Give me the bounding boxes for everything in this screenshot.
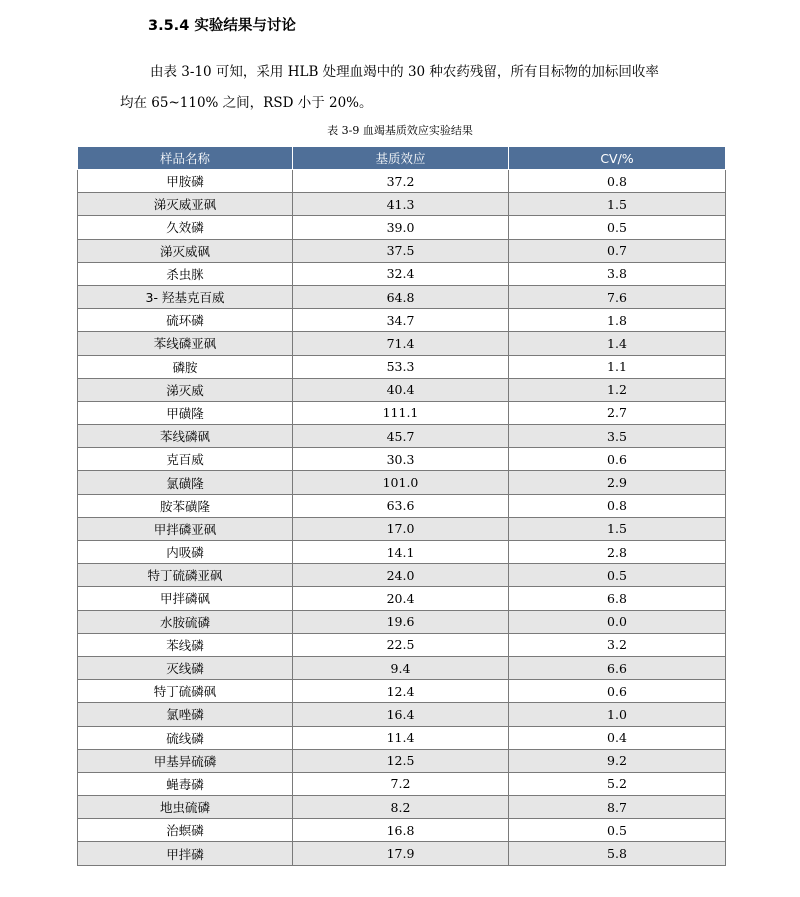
sample-name-cell: 苯线磷砜 bbox=[78, 425, 293, 448]
matrix-effect-cell: 101.0 bbox=[293, 471, 509, 494]
cv-cell: 1.4 bbox=[509, 332, 726, 355]
sample-name-cell: 硫环磷 bbox=[78, 309, 293, 332]
table-row bbox=[78, 170, 726, 193]
sample-name-cell: 甲拌磷亚砜 bbox=[78, 517, 293, 540]
table-caption: 表 3-9 血竭基质效应实验结果 bbox=[327, 124, 473, 137]
sample-name-cell: 甲基异硫磷 bbox=[78, 749, 293, 772]
table-row bbox=[78, 216, 726, 239]
cv-cell: 0.4 bbox=[509, 726, 726, 749]
table-row bbox=[78, 262, 726, 285]
table-row bbox=[78, 378, 726, 401]
table-row bbox=[78, 401, 726, 424]
table-row bbox=[78, 703, 726, 726]
section-heading: 3.5.4 实验结果与讨论 bbox=[148, 18, 296, 34]
sample-name-cell: 灭线磷 bbox=[78, 656, 293, 679]
cv-cell: 0.5 bbox=[509, 216, 726, 239]
matrix-effect-cell: 39.0 bbox=[293, 216, 509, 239]
matrix-effect-cell: 53.3 bbox=[293, 355, 509, 378]
matrix-effect-cell: 11.4 bbox=[293, 726, 509, 749]
sample-name-cell: 治螟磷 bbox=[78, 819, 293, 842]
table-row bbox=[78, 819, 726, 842]
sample-name-cell: 氯唑磷 bbox=[78, 703, 293, 726]
table-row bbox=[78, 796, 726, 819]
sample-name-cell: 蝇毒磷 bbox=[78, 772, 293, 795]
table-row bbox=[78, 193, 726, 216]
sample-name-cell: 涕灭威砜 bbox=[78, 239, 293, 262]
table-row bbox=[78, 842, 726, 865]
sample-name-cell: 磷胺 bbox=[78, 355, 293, 378]
matrix-effect-cell: 37.2 bbox=[293, 170, 509, 193]
matrix-effect-cell: 17.0 bbox=[293, 517, 509, 540]
cv-cell: 1.5 bbox=[509, 193, 726, 216]
table-row bbox=[78, 633, 726, 656]
table-row bbox=[78, 448, 726, 471]
matrix-effect-cell: 24.0 bbox=[293, 564, 509, 587]
table-row bbox=[78, 541, 726, 564]
matrix-effect-cell: 16.4 bbox=[293, 703, 509, 726]
sample-name-cell: 甲拌磷 bbox=[78, 842, 293, 865]
sample-name-cell: 久效磷 bbox=[78, 216, 293, 239]
table-row bbox=[78, 494, 726, 517]
matrix-effect-cell: 45.7 bbox=[293, 425, 509, 448]
matrix-effect-cell: 22.5 bbox=[293, 633, 509, 656]
table-row bbox=[78, 285, 726, 308]
table-row bbox=[78, 610, 726, 633]
cv-cell: 0.6 bbox=[509, 680, 726, 703]
paragraph-line-1: 由表 3-10 可知，采用 HLB 处理血竭中的 30 种农药残留，所有目标物的加标回收率 bbox=[150, 64, 659, 80]
cv-cell: 1.8 bbox=[509, 309, 726, 332]
matrix-effect-cell: 12.4 bbox=[293, 680, 509, 703]
table-row bbox=[78, 656, 726, 679]
matrix-effect-cell: 40.4 bbox=[293, 378, 509, 401]
cv-cell: 0.6 bbox=[509, 448, 726, 471]
matrix-effect-cell: 64.8 bbox=[293, 285, 509, 308]
matrix-effect-cell: 71.4 bbox=[293, 332, 509, 355]
table-body bbox=[78, 170, 726, 866]
sample-name-cell: 甲胺磷 bbox=[78, 170, 293, 193]
sample-name-cell: 胺苯磺隆 bbox=[78, 494, 293, 517]
cv-cell: 0.0 bbox=[509, 610, 726, 633]
sample-name-cell: 特丁硫磷亚砜 bbox=[78, 564, 293, 587]
table-row bbox=[78, 587, 726, 610]
sample-name-cell: 甲拌磷砜 bbox=[78, 587, 293, 610]
table-row bbox=[78, 355, 726, 378]
cv-cell: 0.8 bbox=[509, 494, 726, 517]
cv-cell: 1.2 bbox=[509, 378, 726, 401]
matrix-effect-table bbox=[77, 146, 726, 866]
sample-name-cell: 特丁硫磷砜 bbox=[78, 680, 293, 703]
cv-cell: 2.9 bbox=[509, 471, 726, 494]
cv-cell: 8.7 bbox=[509, 796, 726, 819]
cv-cell: 7.6 bbox=[509, 285, 726, 308]
table-row bbox=[78, 309, 726, 332]
cv-cell: 1.1 bbox=[509, 355, 726, 378]
table-row bbox=[78, 772, 726, 795]
cv-cell: 5.8 bbox=[509, 842, 726, 865]
cv-cell: 2.7 bbox=[509, 401, 726, 424]
matrix-effect-cell: 37.5 bbox=[293, 239, 509, 262]
table-row bbox=[78, 471, 726, 494]
cv-cell: 1.5 bbox=[509, 517, 726, 540]
table-row bbox=[78, 332, 726, 355]
cv-cell: 1.0 bbox=[509, 703, 726, 726]
cv-cell: 2.8 bbox=[509, 541, 726, 564]
table-row bbox=[78, 239, 726, 262]
cv-cell: 6.6 bbox=[509, 656, 726, 679]
sample-name-cell: 涕灭威 bbox=[78, 378, 293, 401]
table-row bbox=[78, 564, 726, 587]
sample-name-cell: 杀虫脒 bbox=[78, 262, 293, 285]
table-row bbox=[78, 517, 726, 540]
matrix-effect-cell: 19.6 bbox=[293, 610, 509, 633]
header-cv: CV/% bbox=[509, 147, 726, 170]
cv-cell: 5.2 bbox=[509, 772, 726, 795]
sample-name-cell: 水胺硫磷 bbox=[78, 610, 293, 633]
matrix-effect-cell: 16.8 bbox=[293, 819, 509, 842]
cv-cell: 0.5 bbox=[509, 564, 726, 587]
table-header-row bbox=[78, 147, 726, 170]
table-row bbox=[78, 749, 726, 772]
matrix-effect-cell: 7.2 bbox=[293, 772, 509, 795]
header-matrix-effect: 基质效应 bbox=[293, 147, 509, 170]
matrix-effect-cell: 14.1 bbox=[293, 541, 509, 564]
sample-name-cell: 内吸磷 bbox=[78, 541, 293, 564]
matrix-effect-cell: 17.9 bbox=[293, 842, 509, 865]
matrix-effect-cell: 20.4 bbox=[293, 587, 509, 610]
sample-name-cell: 3- 羟基克百威 bbox=[78, 285, 293, 308]
sample-name-cell: 涕灭威亚砜 bbox=[78, 193, 293, 216]
matrix-effect-cell: 41.3 bbox=[293, 193, 509, 216]
cv-cell: 9.2 bbox=[509, 749, 726, 772]
cv-cell: 0.7 bbox=[509, 239, 726, 262]
sample-name-cell: 甲磺隆 bbox=[78, 401, 293, 424]
sample-name-cell: 硫线磷 bbox=[78, 726, 293, 749]
table-row bbox=[78, 726, 726, 749]
matrix-effect-cell: 12.5 bbox=[293, 749, 509, 772]
matrix-effect-cell: 9.4 bbox=[293, 656, 509, 679]
cv-cell: 3.8 bbox=[509, 262, 726, 285]
sample-name-cell: 苯线磷 bbox=[78, 633, 293, 656]
sample-name-cell: 苯线磷亚砜 bbox=[78, 332, 293, 355]
matrix-effect-cell: 30.3 bbox=[293, 448, 509, 471]
cv-cell: 3.5 bbox=[509, 425, 726, 448]
header-sample-name: 样品名称 bbox=[78, 147, 293, 170]
sample-name-cell: 克百威 bbox=[78, 448, 293, 471]
table-row bbox=[78, 425, 726, 448]
sample-name-cell: 氯磺隆 bbox=[78, 471, 293, 494]
cv-cell: 6.8 bbox=[509, 587, 726, 610]
matrix-effect-cell: 32.4 bbox=[293, 262, 509, 285]
table-row bbox=[78, 680, 726, 703]
cv-cell: 0.8 bbox=[509, 170, 726, 193]
cv-cell: 3.2 bbox=[509, 633, 726, 656]
paragraph-line-2: 均在 65~110% 之间，RSD 小于 20%。 bbox=[120, 95, 373, 111]
sample-name-cell: 地虫硫磷 bbox=[78, 796, 293, 819]
cv-cell: 0.5 bbox=[509, 819, 726, 842]
matrix-effect-cell: 8.2 bbox=[293, 796, 509, 819]
matrix-effect-cell: 63.6 bbox=[293, 494, 509, 517]
matrix-effect-cell: 34.7 bbox=[293, 309, 509, 332]
matrix-effect-cell: 111.1 bbox=[293, 401, 509, 424]
